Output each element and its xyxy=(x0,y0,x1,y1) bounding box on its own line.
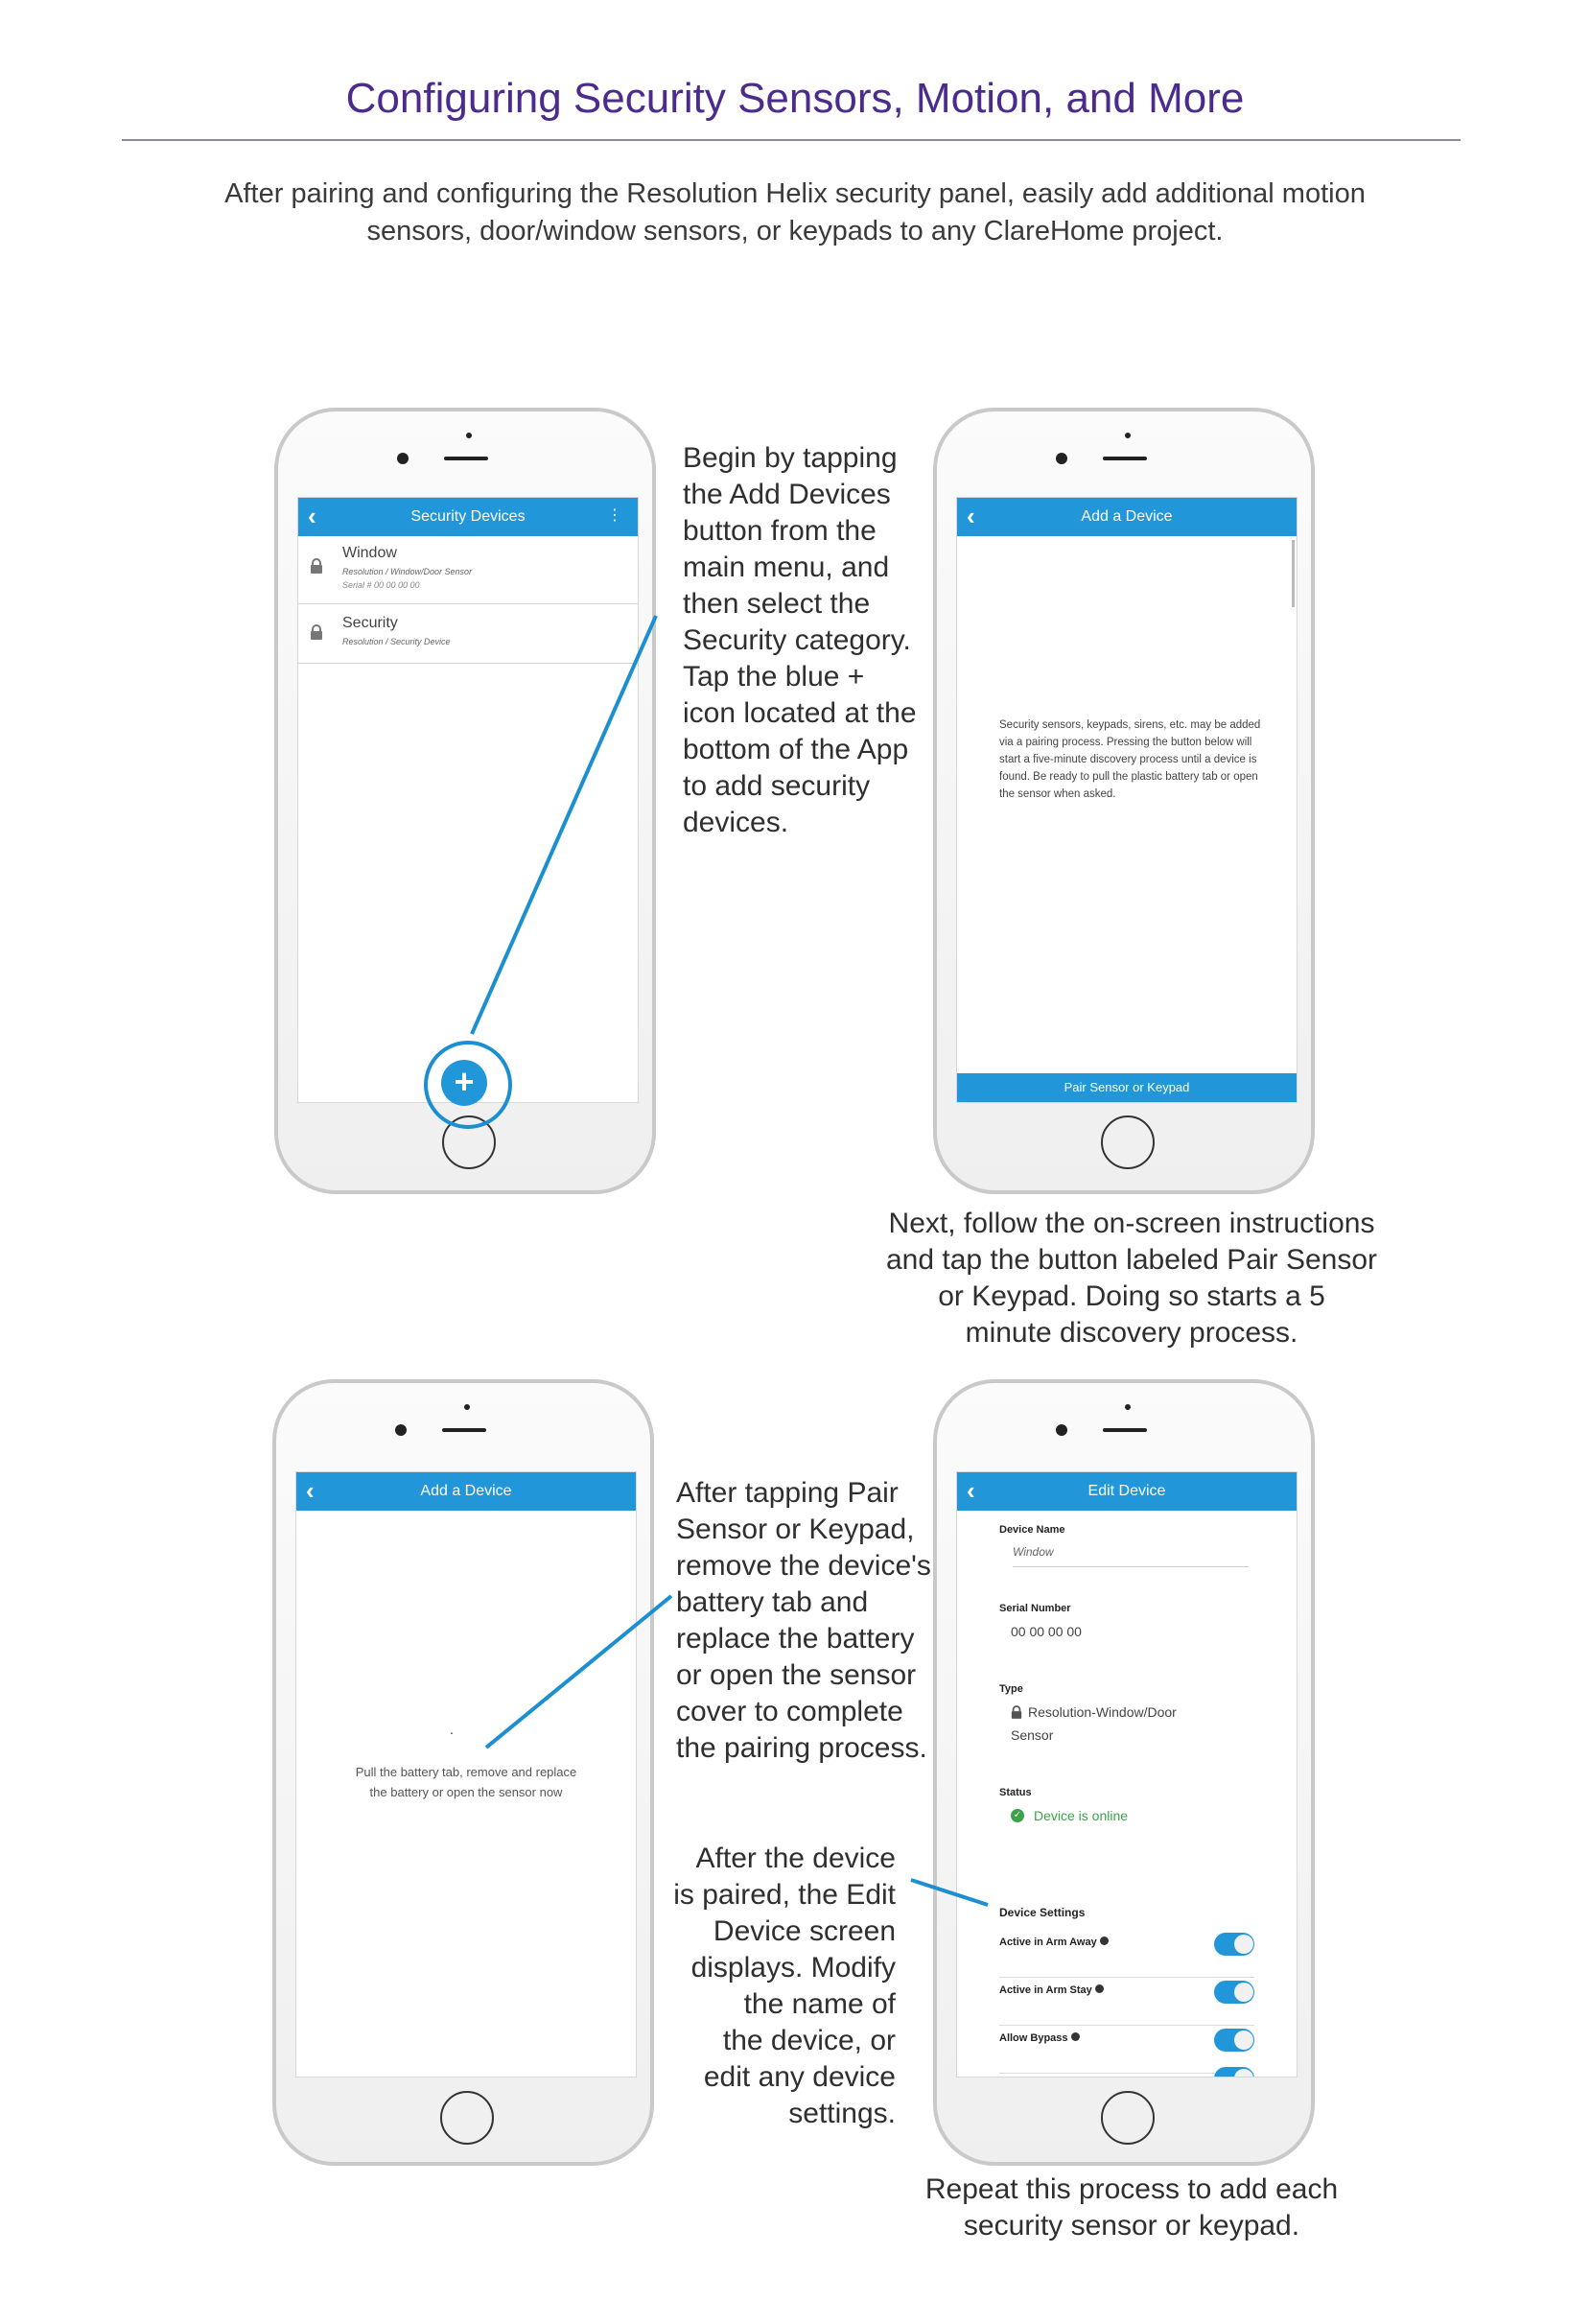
caption-line: Tap the blue + xyxy=(683,661,865,693)
caption-line: then select the xyxy=(683,588,871,620)
screen-title: Edit Device xyxy=(1087,1483,1166,1499)
caption-line: bottom of the App xyxy=(683,734,909,765)
setting-row xyxy=(999,2027,1254,2074)
caption-line: After the device xyxy=(695,1843,896,1874)
back-icon[interactable]: ‹ xyxy=(306,1476,315,1505)
status-label: Status xyxy=(999,1787,1032,1798)
footer-caption xyxy=(863,2171,1400,2244)
caption-line: the device, or xyxy=(722,2025,896,2056)
lock-icon xyxy=(310,624,323,640)
caption-line: devices. xyxy=(683,807,789,838)
app-bar xyxy=(298,498,638,536)
caption-line: main menu, and xyxy=(683,552,890,583)
caption-line: battery tab and xyxy=(676,1586,869,1618)
earpiece xyxy=(1103,1428,1147,1432)
phone-edit-device xyxy=(933,1379,1315,2166)
earpiece xyxy=(442,1428,486,1432)
scrollbar[interactable] xyxy=(1292,540,1295,607)
info-icon[interactable] xyxy=(1095,1984,1104,1993)
serial-number-value: 00 00 00 00 xyxy=(1011,1624,1082,1639)
step2-caption xyxy=(863,1206,1400,1351)
front-camera xyxy=(1056,453,1067,464)
caption-line: minute discovery process. xyxy=(965,1317,1298,1349)
pair-sensor-button[interactable]: Pair Sensor or Keypad xyxy=(957,1073,1297,1102)
list-item[interactable] xyxy=(298,603,638,664)
phone-screen xyxy=(956,497,1298,1103)
phone-screen xyxy=(295,1471,637,2078)
serial-number-label: Serial Number xyxy=(999,1603,1071,1614)
caption-line: settings. xyxy=(788,2098,896,2129)
device-type: Resolution / Window/Door Sensor xyxy=(342,567,472,576)
earpiece xyxy=(444,457,488,460)
caption-line: remove the device's xyxy=(676,1550,931,1582)
device-settings-label: Device Settings xyxy=(999,1906,1086,1919)
intro-line: sensors, door/window sensors, or keypads to any ClareHome project. xyxy=(366,216,1224,246)
caption-line: edit any device xyxy=(703,2061,896,2093)
caption-line: or open the sensor xyxy=(676,1659,917,1691)
home-button[interactable] xyxy=(1101,2091,1155,2145)
setting-row xyxy=(999,1979,1254,2026)
lock-icon xyxy=(310,558,323,574)
app-bar xyxy=(957,498,1297,536)
pairing-instructions: Security sensors, keypads, sirens, etc. may be added via a pairing process. Pressing the button below will start a five-minute discovery process until a device is found. Be ready to pull the plastic battery tab or open the sensor when asked. xyxy=(999,719,1261,800)
caption-line: Begin by tapping xyxy=(683,442,898,474)
title-divider xyxy=(122,139,1461,141)
front-camera xyxy=(397,453,409,464)
home-button[interactable] xyxy=(1101,1115,1155,1169)
add-device-button[interactable]: + xyxy=(441,1060,487,1106)
caption-line: Device screen xyxy=(713,1915,896,1947)
device-name: Security xyxy=(342,615,398,631)
device-name: Window xyxy=(342,545,397,561)
step3-caption xyxy=(676,1475,931,1767)
caption-line: Sensor or Keypad, xyxy=(676,1514,915,1545)
device-name-label: Device Name xyxy=(999,1524,1065,1536)
caption-line: replace the battery xyxy=(676,1623,915,1655)
prompt-line: Pull the battery tab, remove and replace xyxy=(355,1765,577,1779)
back-icon[interactable]: ‹ xyxy=(967,502,975,530)
caption-line: the pairing process. xyxy=(676,1732,927,1764)
step1-caption xyxy=(683,440,917,841)
caption-line: the name of xyxy=(743,1988,896,2020)
allow-bypass-toggle[interactable] xyxy=(1214,2029,1254,2052)
back-icon[interactable]: ‹ xyxy=(308,502,316,530)
phone-screen xyxy=(956,1471,1298,2078)
lock-icon xyxy=(1011,1705,1022,1719)
type-value-continued: Sensor xyxy=(1011,1727,1054,1743)
proximity-sensor xyxy=(1125,433,1131,438)
home-button[interactable] xyxy=(440,2091,494,2145)
caption-line: and tap the button labeled Pair Sensor xyxy=(885,1244,1378,1276)
device-name-input[interactable]: Window xyxy=(1013,1545,1249,1567)
caption-line: Security category. xyxy=(683,624,911,656)
caption-line: button from the xyxy=(683,515,877,547)
caption-line: is paired, the Edit xyxy=(673,1879,896,1911)
info-icon[interactable] xyxy=(1071,2032,1080,2041)
caption-line: security sensor or keypad. xyxy=(963,2210,1300,2242)
prompt-line: the battery or open the sensor now xyxy=(369,1785,563,1799)
type-value: Resolution-Window/Door xyxy=(1028,1704,1177,1720)
page-title: Configuring Security Sensors, Motion, and More xyxy=(345,75,1245,122)
caption-line: Next, follow the on-screen instructions xyxy=(888,1208,1375,1239)
check-icon: ✓ xyxy=(1011,1809,1024,1822)
caption-line: cover to complete xyxy=(676,1696,903,1727)
caption-line: or Keypad. Doing so starts a 5 xyxy=(938,1280,1325,1312)
app-bar xyxy=(957,1472,1297,1511)
device-type: Resolution / Security Device xyxy=(342,637,451,646)
caption-line: to add security xyxy=(683,770,871,802)
setting-row xyxy=(999,1931,1254,1978)
screen-title: Add a Device xyxy=(420,1483,512,1499)
setting-label: Active in Arm Away xyxy=(999,1937,1109,1948)
caption-line: icon located at the xyxy=(683,697,917,729)
intro-line: After pairing and configuring the Resolution Helix security panel, easily add additional motion xyxy=(224,178,1366,209)
list-item[interactable] xyxy=(298,536,638,604)
front-camera xyxy=(395,1424,407,1436)
phone-security-devices xyxy=(274,408,656,1194)
info-icon[interactable] xyxy=(1100,1937,1109,1945)
arm-away-toggle[interactable] xyxy=(1214,1933,1254,1956)
caption-line: displays. Modify xyxy=(690,1952,896,1984)
setting-toggle[interactable] xyxy=(1214,2067,1254,2078)
phone-screen xyxy=(297,497,639,1103)
earpiece xyxy=(1103,457,1147,460)
back-icon[interactable]: ‹ xyxy=(967,1476,975,1505)
type-label: Type xyxy=(999,1683,1023,1695)
caption-line: After tapping Pair xyxy=(676,1477,899,1509)
spinner-dot: . xyxy=(450,1722,454,1737)
setting-label: Active in Arm Stay xyxy=(999,1984,1104,1996)
pairing-prompt xyxy=(296,1762,636,1802)
phone-pairing xyxy=(272,1379,654,2166)
screen-title: Security Devices xyxy=(410,508,526,525)
intro-text xyxy=(192,176,1398,250)
setting-label: Allow Bypass xyxy=(999,2032,1080,2044)
proximity-sensor xyxy=(464,1404,470,1410)
arm-stay-toggle[interactable] xyxy=(1214,1981,1254,2004)
status-value: Device is online xyxy=(1034,1808,1129,1823)
front-camera xyxy=(1056,1424,1067,1436)
step4-caption xyxy=(671,1841,896,2132)
device-serial: Serial # 00 00 00 00 xyxy=(342,580,420,590)
app-bar xyxy=(296,1472,636,1511)
proximity-sensor xyxy=(1125,1404,1131,1410)
caption-line: the Add Devices xyxy=(683,479,891,510)
phone-add-device xyxy=(933,408,1315,1194)
more-options-icon[interactable]: ⋮ xyxy=(607,507,622,524)
proximity-sensor xyxy=(466,433,472,438)
screen-title: Add a Device xyxy=(1081,508,1173,525)
caption-line: Repeat this process to add each xyxy=(924,2173,1339,2205)
